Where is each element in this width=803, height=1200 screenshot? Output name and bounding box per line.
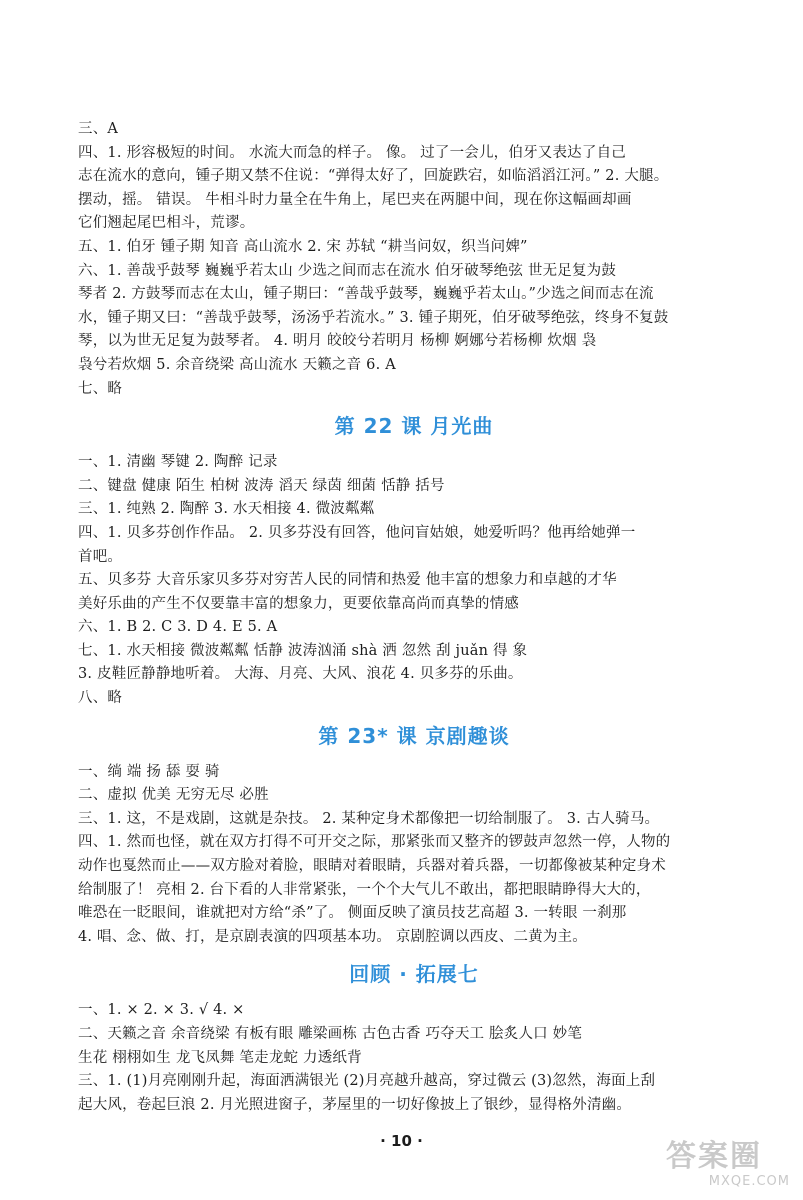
page-number: · 10 · xyxy=(380,1132,423,1150)
answer-line: 五、1. 伯牙 锺子期 知音 高山流水 2. 宋 苏轼 “耕当问奴，织当问婢” xyxy=(78,238,528,255)
answer-line: 动作也戛然而止——双方脸对着脸，眼睛对着眼睛，兵器对着兵器，一切都像被某种定身术 xyxy=(78,858,666,875)
answer-line: 三、1. 这，不是戏剧，这就是杂技。 2. 某种定身术都像把一切给制服了。 3. 古人骑马。 xyxy=(78,810,660,827)
answer-line: 它们翘起尾巴相斗，荒谬。 xyxy=(78,215,255,232)
answer-line: 四、1. 形容极短的时间。 水流大而急的样子。 像。 过了一会儿，伯牙又表达了自己 xyxy=(78,144,626,161)
answer-line: 二、虚拟 优美 无穷无尽 必胜 xyxy=(78,787,269,804)
answer-line: 三、A xyxy=(78,121,119,137)
answer-line: 二、键盘 健康 陌生 柏树 波涛 滔天 绿茵 细菌 恬静 括号 xyxy=(78,477,445,494)
answer-line: 唯恐在一眨眼间，谁就把对方给“杀”了。 侧面反映了演员技艺高超 3. 一转眼 一刹那 xyxy=(78,905,627,922)
answer-line: 七、略 xyxy=(78,380,123,397)
answer-line: 一、绱 端 扬 舔 耍 骑 xyxy=(78,763,220,780)
answer-line: 八、略 xyxy=(78,690,123,707)
answer-line: 给制服了！ 亮相 2. 台下看的人非常紧张，一个个大气儿不敢出，都把眼睛睁得大大的， xyxy=(78,881,651,898)
answer-line: 三、1. (1)月亮刚刚升起，海面洒满银光 (2)月亮越升越高，穿过微云 (3)忽然，海面上刮 xyxy=(78,1073,656,1090)
answer-line: 琴者 2. 方鼓琴而志在太山，锺子期曰：“善哉乎鼓琴，巍巍乎若太山。”少选之间而志在流 xyxy=(78,286,654,303)
answer-line: 起大风，卷起巨浪 2. 月光照进窗子，茅屋里的一切好像披上了银纱，显得格外清幽。 xyxy=(78,1096,632,1113)
answer-line: 二、天籁之音 余音绕梁 有板有眼 雕梁画栋 古色古香 巧夺天工 脍炙人口 妙笔 xyxy=(78,1026,583,1042)
answer-line: 五、贝多芬 大音乐家贝多芬对穷苦人民的同情和热爱 他丰富的想象力和卓越的才华 xyxy=(78,572,617,589)
answer-line: 四、1. 然而也怪，就在双方打得不可开交之际，那紧张而又整齐的锣鼓声忽然一停，人物的 xyxy=(78,834,671,851)
section-title: 第 23* 课 京剧趣谈 xyxy=(318,723,510,748)
answer-line: 4. 唱、念、做、打，是京剧表演的四项基本功。 京剧腔调以西皮、二黄为主。 xyxy=(78,928,587,945)
watermark xyxy=(666,1140,796,1196)
watermark-logo: 答案圈 xyxy=(666,1139,762,1174)
answer-line: 首吧。 xyxy=(78,548,123,565)
answer-line: 水，锺子期又曰：“善哉乎鼓琴，汤汤乎若流水。” 3. 锺子期死，伯牙破琴绝弦，终身不复鼓 xyxy=(78,309,669,326)
section-title: 回顾 · 拓展七 xyxy=(349,962,479,987)
answer-line: 三、1. 纯熟 2. 陶醉 3. 水天相接 4. 微波粼粼 xyxy=(78,501,375,518)
section-title: 第 22 课 月光曲 xyxy=(334,414,494,439)
answer-line: 一、1. 清幽 琴键 2. 陶醉 记录 xyxy=(78,454,278,471)
answer-line: 一、1. × 2. × 3. √ 4. × xyxy=(78,1002,245,1019)
answer-line: 志在流水的意向，锺子期又禁不住说：“弹得太好了，回旋跌宕，如临滔滔江河。” 2. 大腿。 xyxy=(78,168,669,185)
answer-line: 七、1. 水天相接 微波粼粼 恬静 波涛汹涌 shà 洒 忽然 刮 juǎn 得 象 xyxy=(78,642,528,659)
answer-line: 六、1. 善哉乎鼓琴 巍巍乎若太山 少选之间而志在流水 伯牙破琴绝弦 世无足复为鼓 xyxy=(78,262,617,279)
answer-line: 六、1. B 2. C 3. D 4. E 5. A xyxy=(78,619,278,636)
answer-line: 生花 栩栩如生 龙飞凤舞 笔走龙蛇 力透纸背 xyxy=(78,1049,362,1066)
watermark-url: MXQE.COM xyxy=(708,1174,790,1189)
answer-line: 四、1. 贝多芬创作作品。 2. 贝多芬没有回答，他问盲姑娘，她爱听吗？他再给她弹一 xyxy=(78,524,636,541)
answer-page xyxy=(78,118,750,1117)
answer-line: 美好乐曲的产生不仅要靠丰富的想象力，更要依靠高尚而真挚的情感 xyxy=(78,595,519,612)
answer-line: 袅兮若炊烟 5. 余音绕梁 高山流水 天籁之音 6. A xyxy=(78,356,396,373)
answer-line: 琴，以为世无足复为鼓琴者。 4. 明月 皎皎兮若明月 杨柳 婀娜兮若杨柳 炊烟 袅 xyxy=(78,333,597,350)
answer-line: 3. 皮鞋匠静静地听着。 大海、月亮、大风、浪花 4. 贝多芬的乐曲。 xyxy=(78,666,523,683)
answer-line: 摆动，摇。 错误。 牛相斗时力量全在牛角上，尾巴夹在两腿中间，现在你这幅画却画 xyxy=(78,191,632,208)
